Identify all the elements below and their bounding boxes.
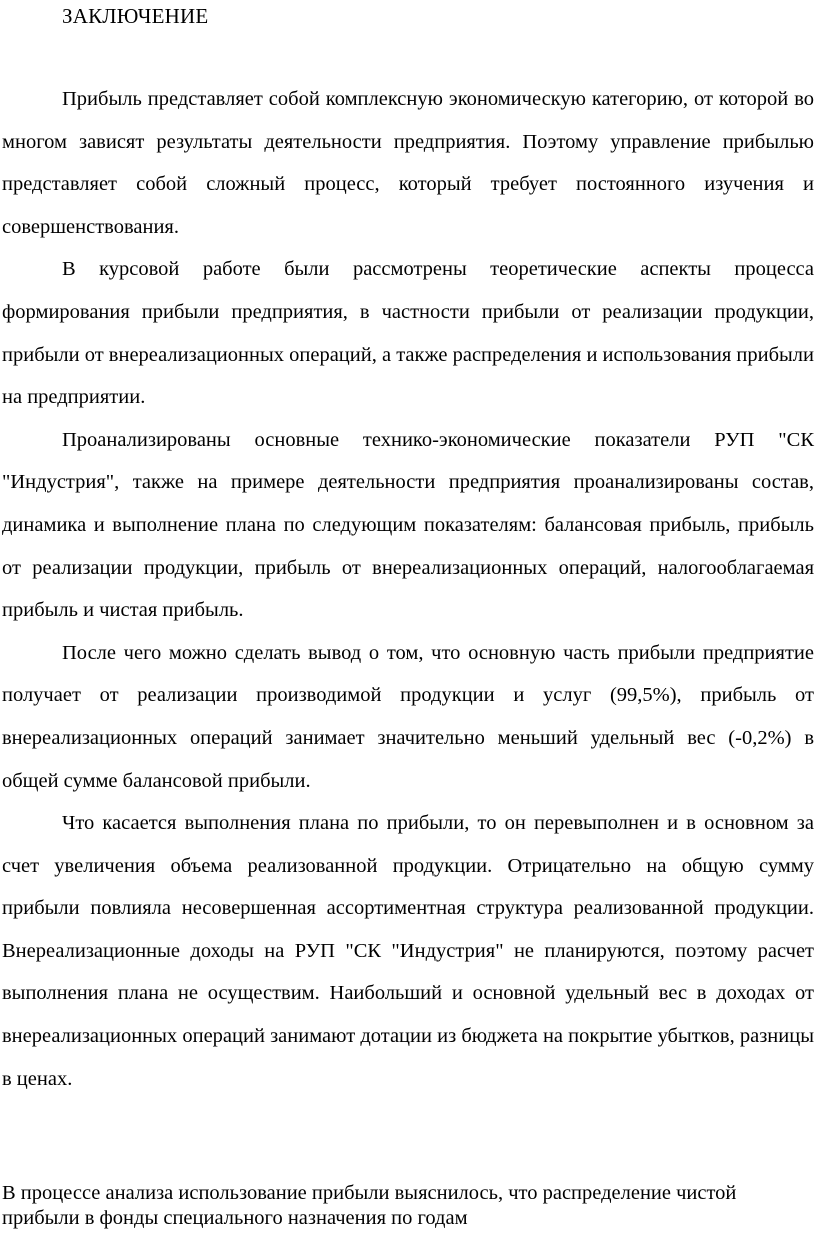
document-title: ЗАКЛЮЧЕНИЕ: [62, 4, 209, 28]
paragraph-conclusion-share: После чего можно сделать вывод о том, что основную часть прибыли предприятие получает от реализации производимой продукции и услуг (99,5%), прибыль от внереализационных операций занимает значительно меньший удельный вес (-0,2%) в общей сумме балансовой прибыли.: [2, 641, 814, 792]
paragraph-analysis: Проанализированы основные технико-экономические показатели РУП "СК "Индустрия", также на примере деятельности предприятия проанализированы состав, динамика и выполнение плана по следующим показателям: балансовая прибыль, прибыль от реализации продукции, прибыль от внереализационных операций, налогооблагаемая прибыль и чистая прибыль.: [2, 428, 814, 622]
paragraph-coursework-scope: В курсовой работе были рассмотрены теоретические аспекты процесса формирования прибыли предприятия, в частности прибыли от реализации продукции, прибыли от внереализационных операций, а также распределения и использования прибыли на предприятии.: [2, 258, 814, 409]
paragraph-profit-usage: В процессе анализа использование прибыли выяснилось, что распределение чистой прибыли в фонды специального назначения по годам: [2, 1182, 737, 1229]
paragraph-intro: Прибыль представляет собой комплексную экономическую категорию, от которой во многом зависят результаты деятельности предприятия. Поэтому управление прибылью представляет собой сложный процесс, который требует постоянного изучения и совершенствования.: [2, 88, 814, 238]
document-tail: [2, 1181, 814, 1231]
paragraph-plan-execution: Что касается выполнения плана по прибыли, то он перевыполнен и в основном за счет увеличения объема реализованной продукции. Отрицательно на общую сумму прибыли повлияла несовершенная ассортиментная структура реализованной продукции. Внереализационные доходы на РУП "СК "Индустрия" не планируются, поэтому расчет выполнения плана не осуществим. Наибольший и основной удельный вес в доходах от внереализационных операций занимают дотации из бюджета на покрытие убытков, разницы в ценах.: [2, 812, 814, 1090]
document-body: [2, 78, 814, 1100]
